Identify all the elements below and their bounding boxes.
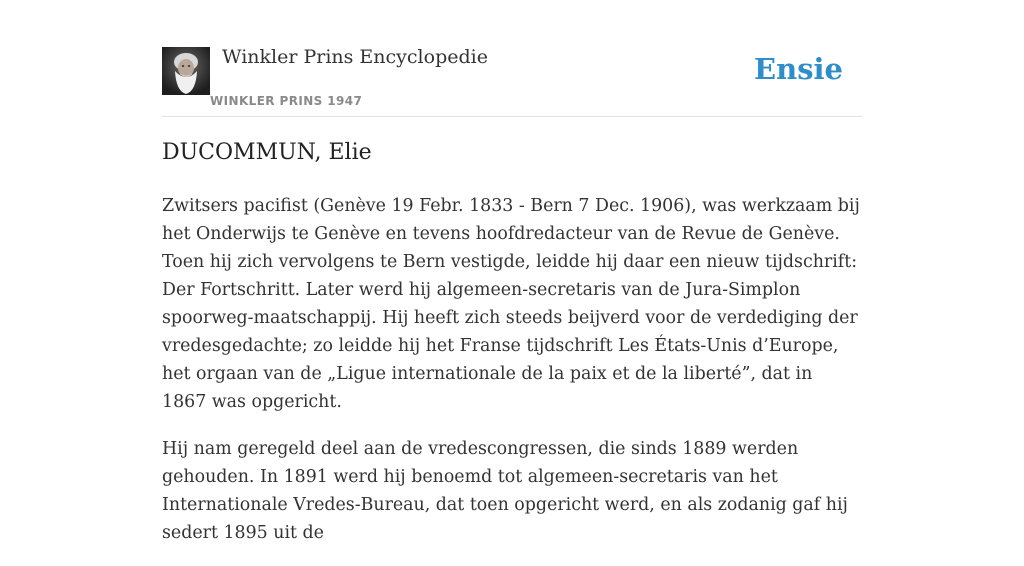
site-title[interactable]: Winkler Prins Encyclopedie xyxy=(222,46,488,68)
edition-label: WINKLER PRINS 1947 xyxy=(210,94,363,108)
article-paragraph: Hij nam geregeld deel aan de vredescongressen, die sinds 1889 werden gehouden. In 1891 werd hij benoemd tot algemeen-secretaris van het Internationale Vredes-Bureau, dat toen opgericht werd, en als zodanig gaf hij sedert 1895 uit de xyxy=(162,439,848,543)
bearded-man-portrait-icon[interactable] xyxy=(162,47,210,95)
article-body xyxy=(162,192,862,566)
article-title: DUCOMMUN, Elie xyxy=(162,140,372,165)
article-paragraph: Zwitsers pacifist (Genève 19 Febr. 1833 - Bern 7 Dec. 1906), was werkzaam bij het Onderwijs te Genève en tevens hoofdredacteur van de Revue de Genève. Toen hij zich vervolgens te Bern vestigde, leidde hij daar een nieuw tijdschrift: Der Fortschritt. Later werd hij algemeen-secretaris van de Jura-Simplon spoorweg-maatschappij. Hij heeft zich steeds beijverd voor de verdediging der vredesgedachte; zo leidde hij het Franse tijdschrift Les États-Unis d’Europe, het orgaan van de „Ligue internationale de la paix et de la liberté”, dat in 1867 was opgericht. xyxy=(162,196,860,412)
site-header xyxy=(162,46,862,117)
brand-logo-link[interactable]: Ensie xyxy=(754,52,843,86)
